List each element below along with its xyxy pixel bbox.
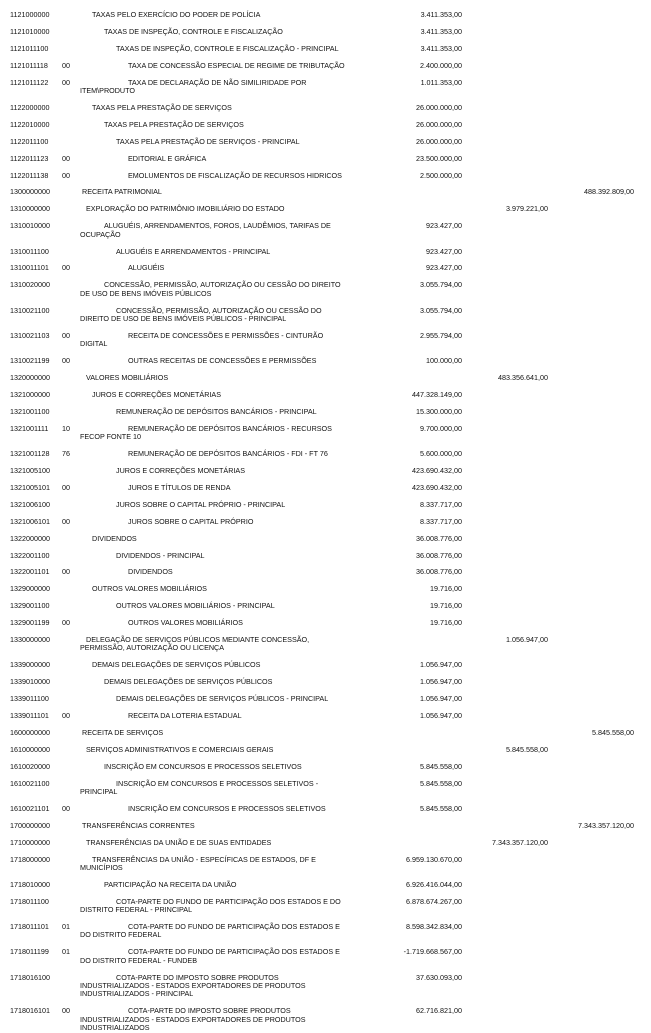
account-code: 1122010000 bbox=[10, 119, 50, 129]
amount-detail: 923.427,00 bbox=[426, 246, 462, 256]
amount-detail: 1.056.947,00 bbox=[420, 660, 462, 670]
account-code: 1310010000 bbox=[10, 221, 50, 231]
account-description: COTA-PARTE DO FUNDO DE PARTICIPAÇÃO DOS ESTADOS E bbox=[128, 947, 340, 957]
account-code: 1339011101 bbox=[10, 711, 49, 720]
account-description: PERMISSÃO, AUTORIZAÇÃO OU LICENÇA bbox=[80, 643, 225, 653]
account-code: 1710000000 bbox=[10, 837, 50, 847]
amount-detail: 8.598.342.834,00 bbox=[406, 922, 462, 932]
amount-detail: 423.690.432,00 bbox=[412, 466, 462, 475]
amount-total: 7.343.357.120,00 bbox=[578, 820, 634, 830]
amount-detail: 3.411.353,00 bbox=[420, 26, 462, 36]
account-description: INDUSTRIALIZADOS - PRINCIPAL bbox=[80, 989, 194, 999]
account-description: INSCRIÇÃO EM CONCURSOS E PROCESSOS SELETIVOS bbox=[128, 803, 326, 813]
account-description: TRANSFERÊNCIAS CORRENTES bbox=[82, 820, 195, 830]
account-description: RECEITA DE SERVIÇOS bbox=[82, 727, 164, 737]
amount-total: 5.845.558,00 bbox=[592, 727, 634, 737]
amount-total: 488.392.809,00 bbox=[584, 187, 634, 197]
account-code: 1718011101 bbox=[10, 922, 49, 932]
account-description: DEMAIS DELEGAÇÕES DE SERVIÇOS PÚBLICOS bbox=[92, 660, 261, 670]
account-description: ALUGUÉIS bbox=[128, 263, 165, 273]
account-description: OUTROS VALORES MOBILIÁRIOS bbox=[128, 618, 243, 628]
amount-detail: 19.716,00 bbox=[430, 584, 462, 594]
account-description: JUROS SOBRE O CAPITAL PRÓPRIO bbox=[128, 516, 254, 526]
amount-detail: 5.600.000,00 bbox=[420, 449, 462, 459]
amount-detail: 447.328.149,00 bbox=[412, 390, 462, 399]
account-code: 1122011123 bbox=[10, 153, 49, 163]
account-code: 1321005100 bbox=[10, 466, 50, 475]
amount-detail: 3.055.794,00 bbox=[420, 305, 462, 315]
account-description: TAXAS PELO EXERCÍCIO DO PODER DE POLÍCIA bbox=[92, 10, 261, 19]
account-description: DISTRITO FEDERAL - PRINCIPAL bbox=[80, 905, 193, 915]
source-code: 00 bbox=[62, 803, 70, 813]
source-code: 10 bbox=[62, 423, 70, 433]
account-code: 1321005101 bbox=[10, 482, 50, 492]
account-code: 1321006100 bbox=[10, 499, 50, 509]
account-description: OUTROS VALORES MOBILIÁRIOS - PRINCIPAL bbox=[116, 601, 275, 611]
source-code: 00 bbox=[62, 356, 70, 366]
amount-detail: 6.926.416.044,00 bbox=[406, 879, 462, 889]
account-code: 1122000000 bbox=[10, 102, 50, 112]
amount-detail: 8.337.717,00 bbox=[420, 499, 462, 509]
account-description: JUROS E CORREÇÕES MONETÁRIAS bbox=[92, 390, 221, 399]
account-description: REMUNERAÇÃO DE DEPÓSITOS BANCÁRIOS - FDI - FT 76 bbox=[128, 449, 328, 459]
source-code: 01 bbox=[62, 947, 70, 957]
account-description: COTA-PARTE DO IMPOSTO SOBRE PRODUTOS bbox=[128, 1006, 291, 1016]
account-description: TRANSFERÊNCIAS DA UNIÃO - ESPECÍFICAS DE ESTADOS, DF E bbox=[92, 854, 316, 864]
amount-detail: 3.411.353,00 bbox=[420, 10, 462, 19]
account-code: 1610000000 bbox=[10, 744, 50, 754]
account-code: 1320000000 bbox=[10, 373, 50, 383]
amount-subtotal: 3.979.221,00 bbox=[506, 204, 548, 214]
account-code: 1610021101 bbox=[10, 803, 50, 813]
account-code: 1121011100 bbox=[10, 43, 49, 53]
account-description: DIGITAL bbox=[80, 339, 108, 349]
source-code: 00 bbox=[62, 153, 70, 163]
amount-detail: 19.716,00 bbox=[430, 618, 462, 628]
account-code: 1329000000 bbox=[10, 584, 50, 594]
source-code: 00 bbox=[62, 170, 70, 180]
account-description: TAXAS PELA PRESTAÇÃO DE SERVIÇOS - PRINCIPAL bbox=[116, 136, 300, 146]
account-code: 1339010000 bbox=[10, 677, 50, 687]
account-description: ALUGUÉIS, ARRENDAMENTOS, FOROS, LAUDÊMIOS, TARIFAS DE bbox=[104, 221, 331, 231]
source-code: 00 bbox=[62, 1006, 70, 1016]
account-code: 1122011100 bbox=[10, 136, 49, 146]
account-code: 1718010000 bbox=[10, 879, 50, 889]
account-description: DIVIDENDOS bbox=[128, 567, 173, 577]
account-description: SERVIÇOS ADMINISTRATIVOS E COMERCIAIS GERAIS bbox=[86, 744, 274, 754]
account-code: 1321001100 bbox=[10, 406, 50, 416]
amount-detail: 3.055.794,00 bbox=[420, 280, 462, 290]
account-code: 1321000000 bbox=[10, 390, 50, 399]
source-code: 00 bbox=[62, 60, 70, 70]
account-description: RECEITA DA LOTERIA ESTADUAL bbox=[128, 711, 242, 720]
account-description: TAXA DE DECLARAÇÃO DE NÃO SIMILIRIDADE POR bbox=[128, 77, 307, 87]
account-description: VALORES MOBILIÁRIOS bbox=[86, 373, 169, 383]
account-description: ALUGUÉIS E ARRENDAMENTOS - PRINCIPAL bbox=[116, 246, 271, 256]
source-code: 76 bbox=[62, 449, 70, 459]
account-description: TAXAS PELA PRESTAÇÃO DE SERVIÇOS bbox=[92, 102, 232, 112]
account-code: 1610021100 bbox=[10, 778, 50, 788]
amount-detail: 5.845.558,00 bbox=[420, 803, 462, 813]
account-code: 1339000000 bbox=[10, 660, 50, 670]
amount-detail: 923.427,00 bbox=[426, 221, 462, 231]
amount-detail: 2.500.000,00 bbox=[420, 170, 462, 180]
account-description: INDUSTRIALIZADOS - ESTADOS EXPORTADORES DE PRODUTOS bbox=[80, 1014, 306, 1024]
account-description: CONCESSÃO, PERMISSÃO, AUTORIZAÇÃO OU CESSÃO DO DIREITO bbox=[104, 280, 341, 290]
amount-detail: 1.056.947,00 bbox=[420, 677, 462, 687]
amount-detail: 26.000.000,00 bbox=[416, 102, 462, 112]
account-description: OUTRAS RECEITAS DE CONCESSÕES E PERMISSÕES bbox=[128, 356, 317, 366]
account-code: 1122011138 bbox=[10, 170, 49, 180]
account-code: 1310021100 bbox=[10, 305, 50, 315]
amount-detail: 19.716,00 bbox=[430, 601, 462, 611]
account-description: JUROS SOBRE O CAPITAL PRÓPRIO - PRINCIPAL bbox=[116, 499, 286, 509]
account-description: INDUSTRIALIZADOS bbox=[80, 1023, 150, 1033]
account-description: REMUNERAÇÃO DE DEPÓSITOS BANCÁRIOS - PRINCIPAL bbox=[116, 406, 317, 416]
account-description: DELEGAÇÃO DE SERVIÇOS PÚBLICOS MEDIANTE CONCESSÃO, bbox=[86, 635, 310, 644]
account-description: DO DISTRITO FEDERAL - FUNDEB bbox=[80, 955, 198, 965]
amount-subtotal: 1.056.947,00 bbox=[506, 635, 548, 644]
account-code: 1322001101 bbox=[10, 567, 50, 577]
amount-detail: 5.845.558,00 bbox=[420, 778, 462, 788]
account-code: 1329001100 bbox=[10, 601, 50, 611]
account-description: REMUNERAÇÃO DE DEPÓSITOS BANCÁRIOS - RECURSOS bbox=[128, 423, 332, 433]
account-description: INDUSTRIALIZADOS - ESTADOS EXPORTADORES DE PRODUTOS bbox=[80, 981, 306, 991]
account-description: PRINCIPAL bbox=[80, 786, 118, 796]
amount-detail: 423.690.432,00 bbox=[412, 482, 462, 492]
amount-detail: 26.000.000,00 bbox=[416, 119, 462, 129]
account-code: 1600000000 bbox=[10, 727, 50, 737]
account-code: 1329001199 bbox=[10, 618, 50, 628]
account-description: EDITORIAL E GRÁFICA bbox=[128, 153, 207, 163]
account-code: 1310021103 bbox=[10, 330, 50, 340]
account-description: DEMAIS DELEGAÇÕES DE SERVIÇOS PÚBLICOS - PRINCIPAL bbox=[116, 694, 329, 704]
source-code: 00 bbox=[62, 330, 70, 340]
account-description: ITEM\PRODUTO bbox=[80, 85, 135, 95]
account-description: INSCRIÇÃO EM CONCURSOS E PROCESSOS SELETIVOS bbox=[104, 761, 302, 771]
amount-detail: 1.056.947,00 bbox=[420, 694, 462, 704]
account-description: TAXAS PELA PRESTAÇÃO DE SERVIÇOS bbox=[104, 119, 244, 129]
account-description: FECOP FONTE 10 bbox=[80, 432, 141, 442]
account-code: 1310000000 bbox=[10, 204, 50, 214]
amount-detail: -1.719.668.567,00 bbox=[403, 947, 462, 957]
account-description: COTA-PARTE DO FUNDO DE PARTICIPAÇÃO DOS ESTADOS E bbox=[128, 922, 340, 932]
account-description: EMOLUMENTOS DE FISCALIZAÇÃO DE RECURSOS HIDRICOS bbox=[128, 170, 342, 180]
amount-detail: 26.000.000,00 bbox=[416, 136, 462, 146]
account-description: EXPLORAÇÃO DO PATRIMÔNIO IMOBILIÁRIO DO ESTADO bbox=[86, 204, 285, 214]
account-code: 1310020000 bbox=[10, 280, 50, 290]
amount-detail: 37.630.093,00 bbox=[416, 972, 462, 982]
account-code: 1322001100 bbox=[10, 550, 50, 560]
source-code: 00 bbox=[62, 263, 70, 273]
amount-detail: 3.411.353,00 bbox=[420, 43, 462, 53]
amount-detail: 1.056.947,00 bbox=[420, 711, 462, 720]
amount-detail: 1.011.353,00 bbox=[420, 77, 462, 87]
account-description: CONCESSÃO, PERMISSÃO, AUTORIZAÇÃO OU CESSÃO DO bbox=[116, 305, 322, 315]
amount-detail: 6.878.674.267,00 bbox=[406, 896, 462, 906]
amount-subtotal: 5.845.558,00 bbox=[506, 744, 548, 754]
account-description: JUROS E CORREÇÕES MONETÁRIAS bbox=[116, 466, 245, 475]
amount-subtotal: 483.356.641,00 bbox=[498, 373, 548, 383]
amount-detail: 36.008.776,00 bbox=[416, 533, 462, 543]
account-description: OCUPAÇÃO bbox=[80, 229, 121, 239]
account-code: 1610020000 bbox=[10, 761, 50, 771]
account-description: DIVIDENDOS bbox=[92, 533, 137, 543]
amount-detail: 8.337.717,00 bbox=[420, 516, 462, 526]
account-code: 1700000000 bbox=[10, 820, 50, 830]
account-code: 1121011118 bbox=[10, 60, 48, 70]
source-code: 00 bbox=[62, 618, 70, 628]
account-description: DE USO DE BENS IMÓVEIS PÚBLICOS bbox=[80, 288, 212, 298]
account-code: 1300000000 bbox=[10, 187, 50, 197]
account-code: 1321001128 bbox=[10, 449, 50, 459]
account-code: 1310011101 bbox=[10, 263, 49, 273]
account-code: 1718011199 bbox=[10, 947, 49, 957]
account-description: TRANSFERÊNCIAS DA UNIÃO E DE SUAS ENTIDADES bbox=[86, 837, 272, 847]
amount-detail: 100.000,00 bbox=[426, 356, 462, 366]
account-description: DIVIDENDOS - PRINCIPAL bbox=[116, 550, 205, 560]
account-description: TAXA DE CONCESSÃO ESPECIAL DE REGIME DE TRIBUTAÇÃO bbox=[128, 60, 345, 70]
amount-detail: 36.008.776,00 bbox=[416, 550, 462, 560]
account-description: RECEITA PATRIMONIAL bbox=[82, 187, 162, 197]
account-description: PARTICIPAÇÃO NA RECEITA DA UNIÃO bbox=[104, 879, 237, 889]
source-code: 00 bbox=[62, 482, 70, 492]
amount-detail: 6.959.130.670,00 bbox=[406, 854, 462, 864]
account-code: 1321001111 bbox=[10, 423, 49, 433]
account-description: JUROS E TÍTULOS DE RENDA bbox=[128, 482, 231, 492]
account-code: 1718000000 bbox=[10, 854, 50, 864]
account-description: TAXAS DE INSPEÇÃO, CONTROLE E FISCALIZAÇÃO bbox=[104, 26, 283, 36]
amount-detail: 2.400.000,00 bbox=[420, 60, 462, 70]
source-code: 00 bbox=[62, 516, 70, 526]
amount-detail: 36.008.776,00 bbox=[416, 567, 462, 577]
account-description: RECEITA DE CONCESSÕES E PERMISSÕES - CINTURÃO bbox=[128, 330, 324, 340]
account-code: 1718016101 bbox=[10, 1006, 50, 1016]
account-code: 1121000000 bbox=[10, 10, 50, 19]
amount-detail: 23.500.000,00 bbox=[416, 153, 462, 163]
amount-detail: 9.700.000,00 bbox=[420, 423, 462, 433]
account-code: 1310021199 bbox=[10, 356, 50, 366]
account-code: 1322000000 bbox=[10, 533, 50, 543]
amount-subtotal: 7.343.357.120,00 bbox=[492, 837, 548, 847]
account-code: 1718016100 bbox=[10, 972, 50, 982]
amount-detail: 923.427,00 bbox=[426, 263, 462, 273]
account-description: DEMAIS DELEGAÇÕES DE SERVIÇOS PÚBLICOS bbox=[104, 677, 273, 687]
amount-detail: 2.955.794,00 bbox=[420, 330, 462, 340]
account-code: 1339011100 bbox=[10, 694, 49, 704]
source-code: 00 bbox=[62, 711, 70, 720]
account-description: COTA-PARTE DO FUNDO DE PARTICIPAÇÃO DOS ESTADOS E DO bbox=[116, 896, 341, 906]
source-code: 00 bbox=[62, 567, 70, 577]
account-description: DO DISTRITO FEDERAL bbox=[80, 930, 162, 940]
account-description: OUTROS VALORES MOBILIÁRIOS bbox=[92, 584, 207, 594]
account-description: COTA-PARTE DO IMPOSTO SOBRE PRODUTOS bbox=[116, 972, 279, 982]
amount-detail: 15.300.000,00 bbox=[416, 406, 462, 416]
amount-detail: 5.845.558,00 bbox=[420, 761, 462, 771]
account-description: MUNICÍPIOS bbox=[80, 862, 123, 872]
account-code: 1718011100 bbox=[10, 896, 49, 906]
source-code: 00 bbox=[62, 77, 70, 87]
source-code: 01 bbox=[62, 922, 70, 932]
account-code: 1310011100 bbox=[10, 246, 49, 256]
account-code: 1330000000 bbox=[10, 635, 50, 644]
account-code: 1321006101 bbox=[10, 516, 50, 526]
account-description: TAXAS DE INSPEÇÃO, CONTROLE E FISCALIZAÇÃO - PRINCIPAL bbox=[116, 43, 339, 53]
amount-detail: 62.716.821,00 bbox=[416, 1006, 462, 1016]
account-code: 1121010000 bbox=[10, 26, 50, 36]
account-code: 1121011122 bbox=[10, 77, 49, 87]
account-description: DIREITO DE USO DE BENS IMÓVEIS PÚBLICOS - PRINCIPAL bbox=[80, 313, 287, 323]
account-description: INSCRIÇÃO EM CONCURSOS E PROCESSOS SELETIVOS - bbox=[116, 778, 319, 788]
